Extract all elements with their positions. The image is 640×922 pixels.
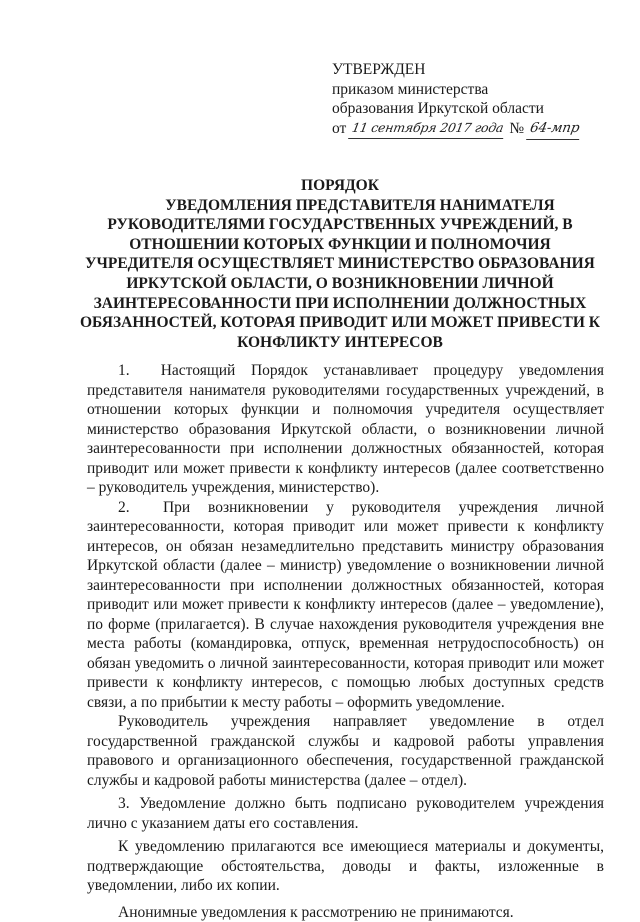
paragraph-3: 3. Уведомление должно быть подписано руководителем учреждения лично с указанием даты его составления. xyxy=(87,794,604,833)
title-line: ЗАИНТЕРЕСОВАННОСТИ ПРИ ИСПОЛНЕНИИ ДОЛЖНОСТНЫХ xyxy=(60,294,620,314)
paragraph-2-continued: Руководитель учреждения направляет уведомление в отдел государственной гражданской службы и кадровой работы управления правового и организационного обеспечения, государственной гражданской службы и кадровой работы министерства (далее – отдел). xyxy=(87,712,604,790)
approval-ministry-line: образования Иркутской области xyxy=(332,99,622,119)
handwritten-number: 64-мпр xyxy=(526,119,583,140)
document-title xyxy=(60,176,620,352)
title-line: ПОРЯДОК xyxy=(60,176,620,196)
approval-heading: УТВЕРЖДЕН xyxy=(332,60,622,80)
paragraph-2: 2. При возникновении у руководителя учреждения личной заинтересованности, которая приводит или может привести к конфликту интересов, он обязан незамедлительно представить министру образования Иркутской области (далее – министр) уведомление о возникновении личной заинтересованности при исполнении должностных обязанностей, которая приводит или может привести к конфликту интересов (далее – уведомление), по форме (прилагается). В случае нахождения руководителя учреждения вне места работы (командировка, отпуск, временная нетрудоспособность) он обязан уведомить о личной заинтересованности, которая приводит или может привести к конфликту интересов, с помощью любых доступных средств связи, а по прибытии к месту работы – оформить уведомление. xyxy=(87,498,604,713)
approval-date-line xyxy=(332,119,622,141)
title-line: КОНФЛИКТУ ИНТЕРЕСОВ xyxy=(60,333,620,353)
handwritten-date: 11 сентября 2017 года xyxy=(348,118,507,139)
paragraph-3-attachments: К уведомлению прилагаются все имеющиеся материалы и документы, подтверждающие обстоятельства, доводы и факты, изложенные в уведомлении, либо их копии. xyxy=(87,837,604,896)
title-line: РУКОВОДИТЕЛЯМИ ГОСУДАРСТВЕННЫХ УЧРЕЖДЕНИЙ, В xyxy=(60,215,620,235)
paragraph-3-anonymous: Анонимные уведомления к рассмотрению не принимаются. xyxy=(87,903,604,922)
title-line: УВЕДОМЛЕНИЯ ПРЕДСТАВИТЕЛЯ НАНИМАТЕЛЯ xyxy=(60,196,620,216)
title-line: ОТНОШЕНИИ КОТОРЫХ ФУНКЦИИ И ПОЛНОМОЧИЯ xyxy=(60,235,620,255)
title-line: ОБЯЗАННОСТЕЙ, КОТОРАЯ ПРИВОДИТ ИЛИ МОЖЕТ ПРИВЕСТИ К xyxy=(60,313,620,333)
approval-number-label: № xyxy=(509,120,524,137)
approval-stamp-block xyxy=(332,60,622,140)
document-body xyxy=(87,361,604,922)
paragraph-1: 1. Настоящий Порядок устанавливает процедуру уведомления представителя нанимателя руководителями государственных учреждений, в отношении которых функции и полномочия учредителя осуществляет министерство образования Иркутской области, о возникновении личной заинтересованности при исполнении должностных обязанностей, которая приводит или может привести к конфликту интересов (далее соответственно – руководитель учреждения, министерство). xyxy=(87,361,604,498)
title-line: УЧРЕДИТЕЛЯ ОСУЩЕСТВЛЯЕТ МИНИСТЕРСТВО ОБРАЗОВАНИЯ xyxy=(60,254,620,274)
approval-from-label: от xyxy=(332,120,346,137)
approval-order-line: приказом министерства xyxy=(332,80,622,100)
title-line: ИРКУТСКОЙ ОБЛАСТИ, О ВОЗНИКНОВЕНИИ ЛИЧНОЙ xyxy=(60,274,620,294)
